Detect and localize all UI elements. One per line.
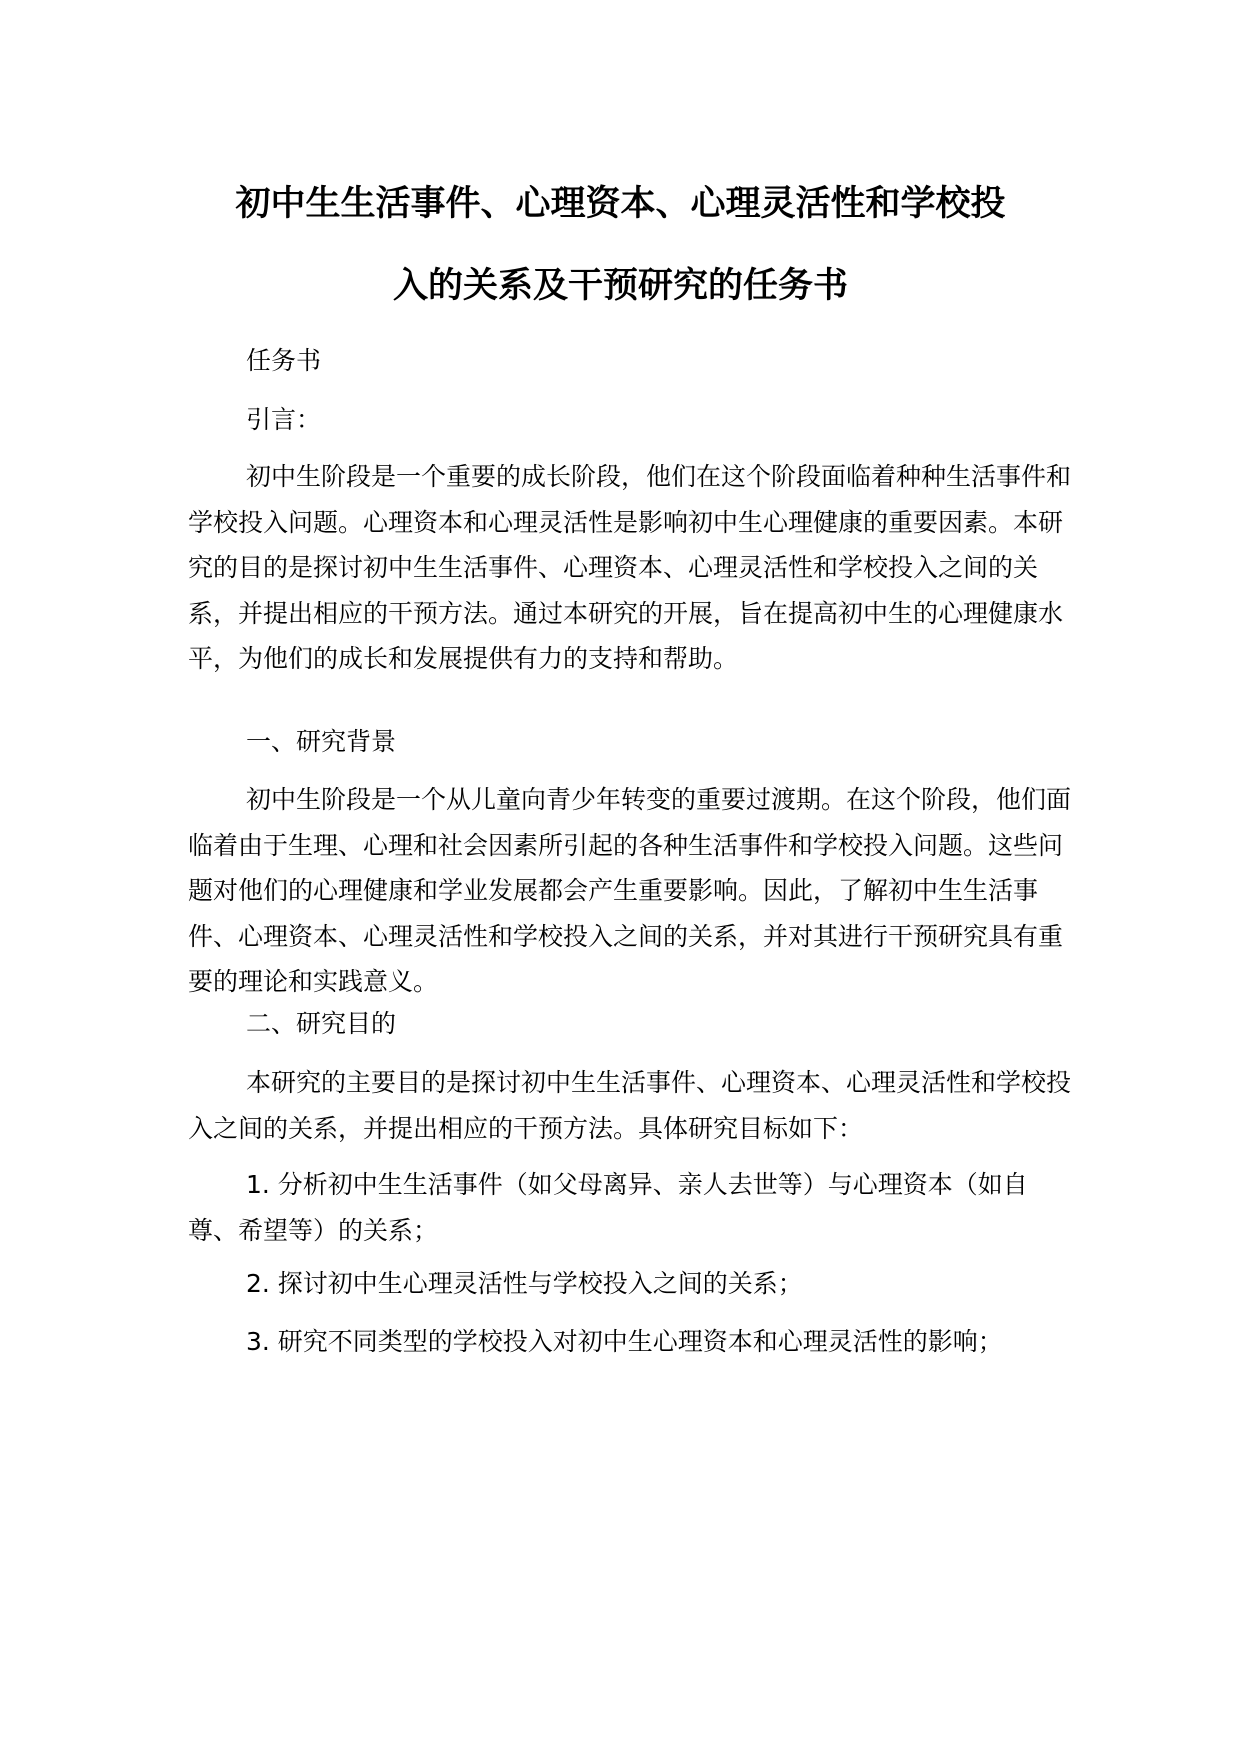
document-title-line-2: 入的关系及干预研究的任务书 [392,266,848,306]
intro-paragraph: 初中生阶段是一个重要的成长阶段，他们在这个阶段面临着种种生活事件和学校投入问题。心理资本和心理灵活性是影响初中生心理健康的重要因素。本研究的目的是探讨初中生生活事件、心理资本、心理灵活性和学校投入之间的关系，并提出相应的干预方法。通过本研究的开展，旨在提高初中生的心理健康水平，为他们的成长和发展提供有力的支持和帮助。 [188,462,1072,673]
goal-item-2: 2. 探讨初中生心理灵活性与学校投入之间的关系； [246,1269,803,1298]
goal-item-1: 1. 分析初中生生活事件（如父母离异、亲人去世等）与心理资本（如自尊、希望等）的关系； [188,1170,1028,1245]
goal-item-3: 3. 研究不同类型的学校投入对初中生心理资本和心理灵活性的影响； [246,1327,1003,1356]
section1-heading: 一、研究背景 [246,727,397,756]
section1-paragraph: 初中生阶段是一个从儿童向青少年转变的重要过渡期。在这个阶段，他们面临着由于生理、心理和社会因素所引起的各种生活事件和学校投入问题。这些问题对他们的心理健康和学业发展都会产生重要影响。因此，了解初中生生活事件、心理资本、心理灵活性和学校投入之间的关系，并对其进行干预研究具有重要的理论和实践意义。 [188,785,1072,996]
document-title-line-1: 初中生生活事件、心理资本、心理灵活性和学校投 [235,184,1006,224]
section2-paragraph: 本研究的主要目的是探讨初中生生活事件、心理资本、心理灵活性和学校投入之间的关系，并提出相应的干预方法。具体研究目标如下： [188,1068,1072,1143]
label-intro: 引言： [246,405,322,434]
section2-heading: 二、研究目的 [246,1009,397,1038]
label-taskbook: 任务书 [246,346,322,375]
